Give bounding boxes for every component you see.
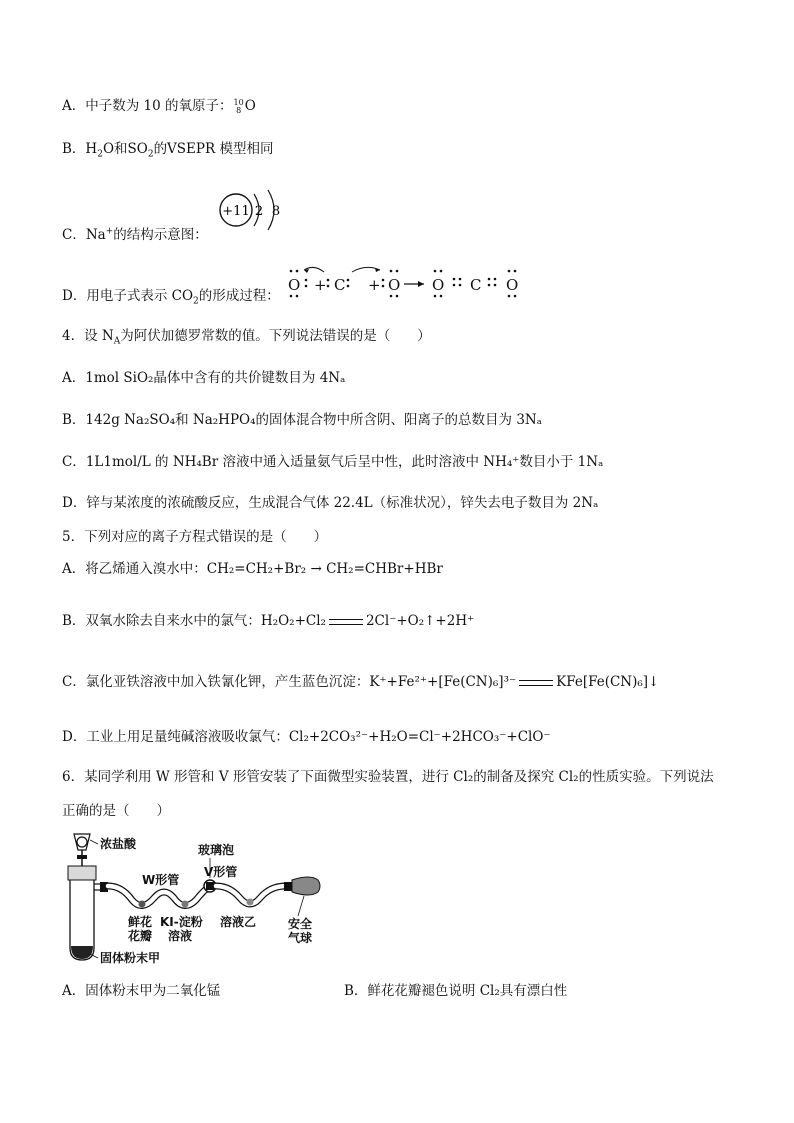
label-acid: 浓盐酸 [100, 837, 137, 851]
q4-stem-post: 为阿伏加德罗常数的值。下列说法错误的是（ ） [120, 328, 431, 344]
stopper [68, 866, 96, 880]
equals-sign-c [519, 680, 553, 686]
label-v-tube: V形管 [204, 865, 238, 879]
sodium-ion-structure-diagram [214, 188, 294, 234]
q5-option-a: A．将乙烯通入溴水中：CH₂=CH₂+Br₂ → CH₂=CHBr+HBr [62, 561, 443, 577]
q3-c-sup: + [105, 226, 114, 237]
acid-leader [90, 840, 98, 844]
mass-number: 10 [233, 97, 244, 107]
atom-o-left: O [288, 276, 301, 294]
nuclide-notation [234, 99, 244, 115]
q3-c-pre: C．Na [62, 227, 106, 243]
balloon-connector [284, 882, 292, 891]
q3-d-post: 的形成过程： [198, 288, 280, 304]
product-c: C [470, 276, 482, 294]
q3-option-a [62, 97, 256, 115]
product-o-left: O [432, 276, 445, 294]
atomic-number: 8 [236, 105, 242, 115]
label-solution-b: 溶液乙 [220, 915, 257, 929]
q6-option-a: A．固体粉末甲为二氧化锰 [62, 983, 221, 999]
ki-starch-sample [182, 901, 189, 908]
q5-option-d: D．工业上用足量纯碱溶液吸收氯气：Cl₂+2CO₃²⁻+H₂O=Cl⁻+2HCO₃⁻+ClO⁻ [62, 729, 551, 745]
q5-stem: 5．下列对应的离子方程式错误的是（ ） [62, 529, 328, 545]
q4-stem [62, 327, 431, 345]
q5-option-c [62, 673, 659, 691]
plus-sign-1: + [314, 276, 327, 294]
label-flower: 鲜花 [128, 915, 153, 929]
flower-petal-sample [139, 901, 146, 908]
funnel-bulb [77, 837, 87, 847]
q6-option-b: B．鲜花花瓣褪色说明 Cl₂具有漂白性 [344, 983, 568, 999]
q3-a-text: A．中子数为 10 的氧原子： [62, 98, 233, 114]
q4-option-a: A．1mol SiO₂晶体中含有的共价键数目为 4Nₐ [62, 370, 346, 386]
q3-b-sub2: 2 [147, 149, 154, 160]
shell-1-count: 2 [254, 204, 264, 219]
q3-b-sub1: 2 [97, 149, 103, 160]
label-safety: 安全 [288, 917, 313, 931]
plus-sign-2: + [368, 276, 381, 294]
q3-b-post: 的VSEPR 模型相同 [153, 141, 274, 157]
element-symbol: O [244, 98, 256, 114]
q4-option-b: B．142g Na₂SO₄和 Na₂HPO₄的固体混合物中所含阴、阳离子的总数目为 3Nₐ [62, 412, 542, 428]
label-solid: 固体粉末甲 [100, 951, 161, 965]
w-tube-inner [108, 886, 210, 906]
q4-option-c: C．1L1mol/L 的 NH₄Br 溶液中通入适量氨气后呈中性，此时溶液中 NH₄⁺数目小于 1Nₐ [62, 454, 604, 470]
q6-stem-line1: 6．某同学利用 W 形管和 V 形管安装了下面微型实验装置，进行 Cl₂的制备及探究 Cl₂的性质实验。下列说法 [62, 769, 714, 785]
q5-b-pre: B．双氧水除去自来水中的氯气：H₂O₂+Cl₂ [62, 613, 326, 629]
nucleus-charge: +11 [222, 204, 250, 219]
q5-c-pre: C．氯化亚铁溶液中加入铁氰化钾，产生蓝色沉淀：K⁺+Fe²⁺+ [62, 674, 439, 690]
q4-stem-sub: A [113, 336, 121, 347]
solution-b-sample [247, 899, 254, 906]
q5-option-b [62, 612, 474, 630]
q6-stem-line2: 正确的是（ ） [62, 803, 170, 819]
label-ki-solution: 溶液 [168, 929, 193, 943]
q3-d-pre: D．用电子式表示 CO [62, 288, 194, 304]
product-o-right: O [506, 276, 519, 294]
chlorine-apparatus-diagram [60, 828, 330, 968]
label-balloon: 气球 [288, 931, 313, 945]
label-petal: 花瓣 [128, 929, 153, 943]
safety-balloon [292, 877, 320, 895]
q3-b-mid: O和SO [102, 141, 148, 157]
shell-2-count: 8 [271, 204, 281, 219]
balloon-leader [298, 896, 304, 916]
q3-c-post: 的结构示意图： [113, 227, 208, 243]
q5-b-post: 2Cl⁻+O₂↑+2H⁺ [365, 613, 475, 629]
q3-b-pre: B．H [62, 141, 98, 157]
q5-c-mid: [Fe(CN)₆]³⁻ [438, 674, 517, 690]
atom-o-right: O [388, 276, 401, 294]
q3-d-sub: 2 [193, 296, 199, 307]
equals-sign [329, 619, 363, 625]
stopcock-icon [77, 855, 87, 859]
label-bulb: 玻璃泡 [198, 843, 235, 857]
reaction-arrowhead [418, 281, 424, 287]
atom-c: C [334, 276, 346, 294]
label-w-tube: W形管 [142, 873, 180, 887]
q4-stem-pre: 4．设 N [62, 328, 114, 344]
q3-option-b [62, 140, 273, 158]
label-ki: KI-淀粉 [160, 915, 203, 929]
q3-option-c [62, 226, 208, 244]
q4-option-d: D．锌与某浓度的浓硫酸反应，生成混合气体 22.4L（标准状况），锌失去电子数目为 2Nₐ [62, 495, 599, 511]
q3-option-d [62, 287, 280, 305]
co2-electron-formation [284, 262, 534, 302]
q5-c-post: KFe[Fe(CN)₆]↓ [556, 674, 660, 690]
